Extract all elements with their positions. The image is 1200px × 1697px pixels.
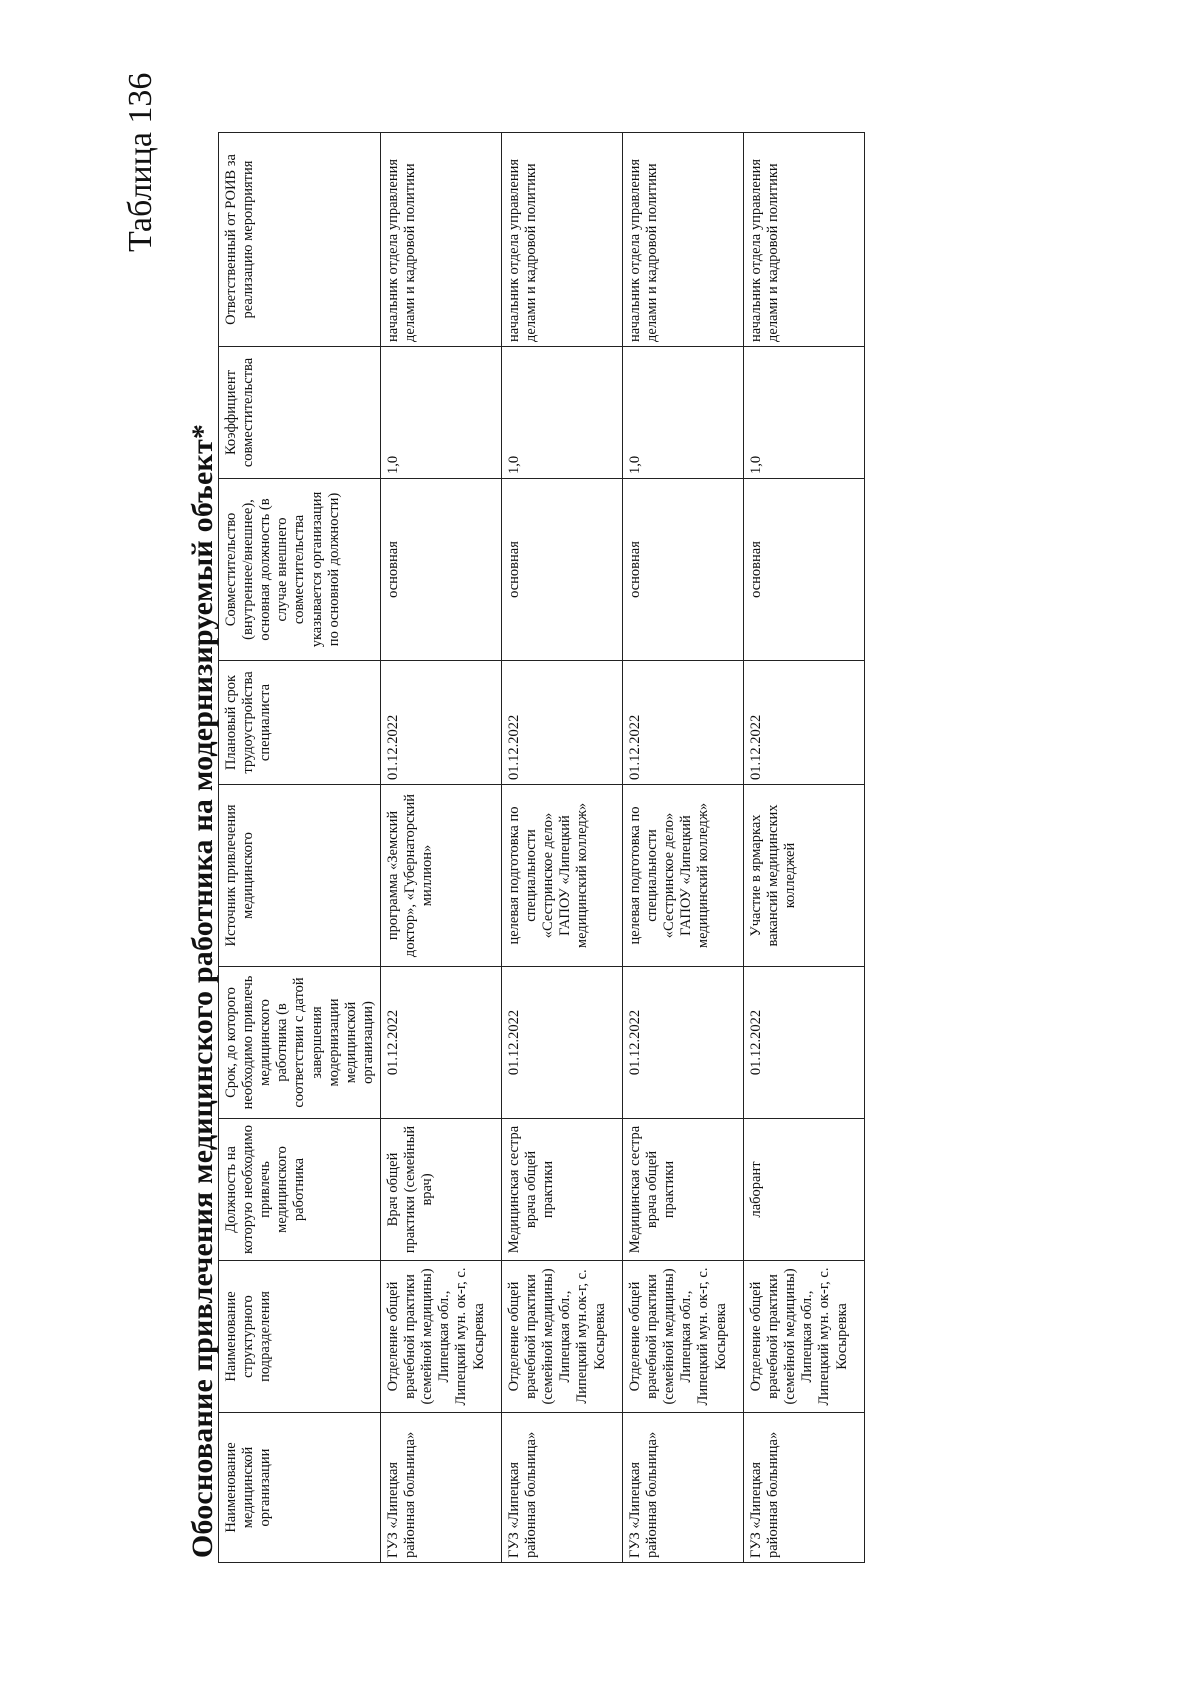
cell-organization: ГУЗ «Липецкая районная больница» [501, 1413, 622, 1563]
header-combination: Совместительство (внутреннее/внешнее), основная должность (в случае внешнего совместительства указывается организация по основной должности) [219, 479, 381, 661]
cell-source: программа «Земский доктор», «Губернаторский миллион» [380, 785, 501, 967]
cell-combination: основная [380, 479, 501, 661]
header-organization: Наименование медицинской организации [219, 1413, 381, 1563]
cell-source: целевая подготовка по специальности «Сестринское дело» ГАПОУ «Липецкий медицинский колледж» [622, 785, 743, 967]
cell-coefficient: 1,0 [380, 347, 501, 479]
cell-position: Медицинская сестра врача общей практики [622, 1119, 743, 1261]
cell-organization: ГУЗ «Липецкая районная больница» [380, 1413, 501, 1563]
cell-combination: основная [743, 479, 864, 661]
cell-deadline: 01.12.2022 [743, 967, 864, 1119]
cell-responsible: начальник отдела управления делами и кадровой политики [501, 133, 622, 347]
cell-combination: основная [501, 479, 622, 661]
cell-division: Отделение общей врачебной практики (семейной медицины) Липецкая обл., Липецкий мун. ок-г, с. Косыревка [622, 1261, 743, 1413]
cell-source: целевая подготовка по специальности «Сестринское дело» ГАПОУ «Липецкий медицинский колледж» [501, 785, 622, 967]
cell-division: Отделение общей врачебной практики (семейной медицины) Липецкая обл., Липецкий мун. ок-г, с. Косыревка [743, 1261, 864, 1413]
cell-position: лаборант [743, 1119, 864, 1261]
cell-planned-date: 01.12.2022 [743, 661, 864, 785]
cell-combination: основная [622, 479, 743, 661]
table-row [501, 133, 622, 1563]
cell-division: Отделение общей врачебной практики (семейной медицины) Липецкая обл., Липецкий мун.ок-г, с. Косыревка [501, 1261, 622, 1413]
table-row [743, 133, 864, 1563]
cell-organization: ГУЗ «Липецкая районная больница» [743, 1413, 864, 1563]
cell-responsible: начальник отдела управления делами и кадровой политики [622, 133, 743, 347]
document-title: Обоснование привлечения медицинского работника на модернизируемый объект* [186, 423, 219, 1559]
cell-responsible: начальник отдела управления делами и кадровой политики [380, 133, 501, 347]
header-planned-date: Плановый срок трудоустройства специалиста [219, 661, 381, 785]
cell-source: Участие в ярмарках вакансий медицинских колледжей [743, 785, 864, 967]
table-row [622, 133, 743, 1563]
cell-organization: ГУЗ «Липецкая районная больница» [622, 1413, 743, 1563]
cell-coefficient: 1,0 [743, 347, 864, 479]
header-deadline: Срок, до которого необходимо привлечь медицинского работника (в соответствии с датой завершения модернизации медицинской организации) [219, 967, 381, 1119]
cell-coefficient: 1,0 [501, 347, 622, 479]
cell-division: Отделение общей врачебной практики (семейной медицины) Липецкая обл., Липецкий мун. ок-г, с. Косыревка [380, 1261, 501, 1413]
cell-deadline: 01.12.2022 [501, 967, 622, 1119]
header-coefficient: Коэффициент совместительства [219, 347, 381, 479]
header-position: Должность на которую необходимо привлечь медицинского работника [219, 1119, 381, 1261]
table-number: Таблица 136 [122, 72, 159, 252]
header-responsible: Ответственный от РОИВ за реализацию мероприятия [219, 133, 381, 347]
cell-planned-date: 01.12.2022 [501, 661, 622, 785]
staffing-justification-table [218, 132, 865, 1563]
header-division: Наименование структурного подразделения [219, 1261, 381, 1413]
cell-position: Врач общей практики (семейный врач) [380, 1119, 501, 1261]
cell-planned-date: 01.12.2022 [622, 661, 743, 785]
cell-deadline: 01.12.2022 [622, 967, 743, 1119]
table-row [380, 133, 501, 1563]
cell-planned-date: 01.12.2022 [380, 661, 501, 785]
table-header-row [219, 133, 381, 1563]
cell-responsible: начальник отдела управления делами и кадровой политики [743, 133, 864, 347]
cell-position: Медицинская сестра врача общей практики [501, 1119, 622, 1261]
header-source: Источник привлечения медицинского [219, 785, 381, 967]
cell-deadline: 01.12.2022 [380, 967, 501, 1119]
cell-coefficient: 1,0 [622, 347, 743, 479]
